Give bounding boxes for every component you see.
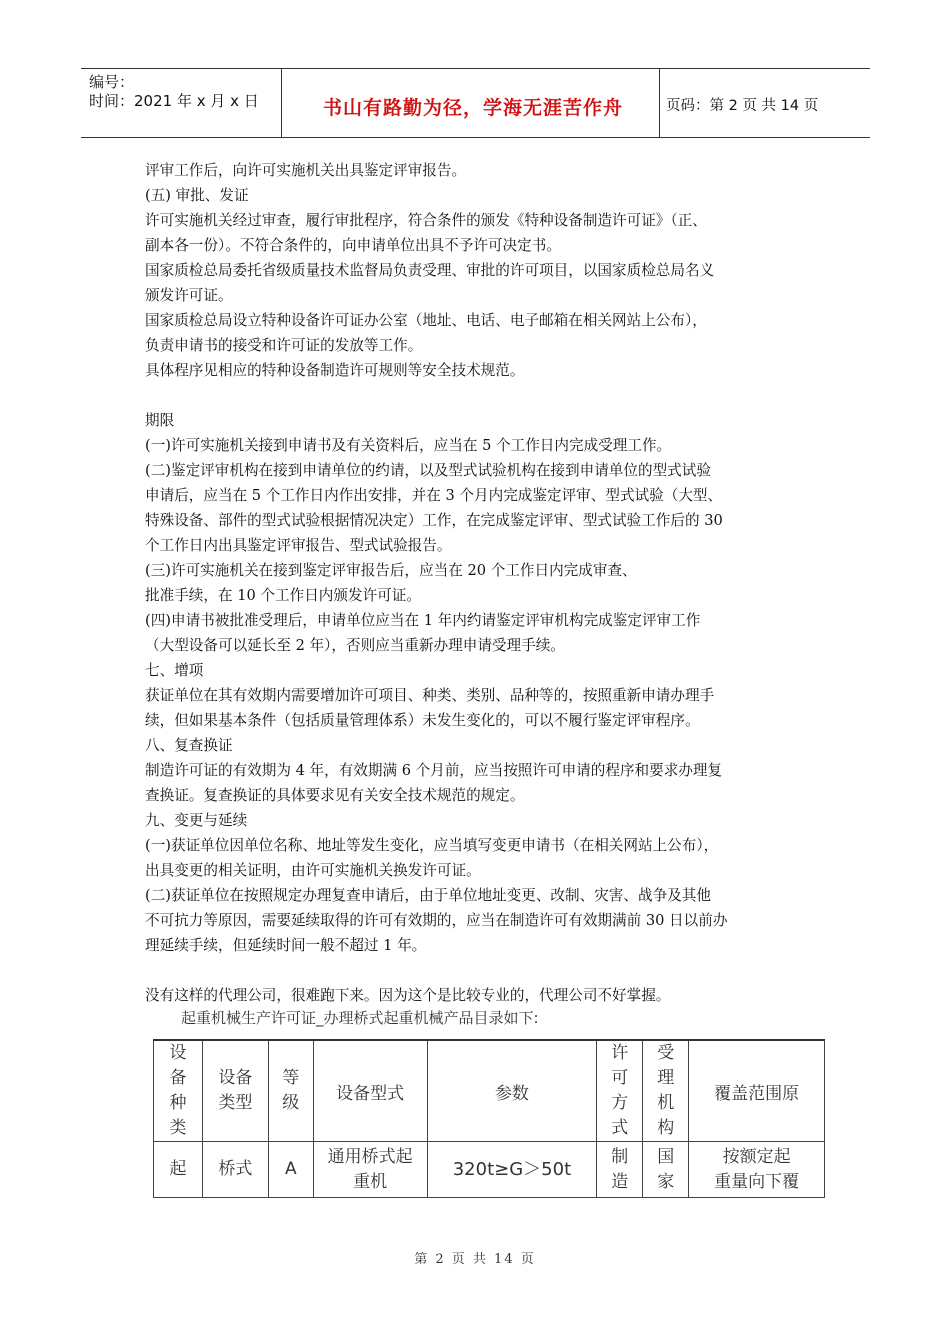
header-grade xyxy=(268,1040,313,1142)
header-text: 受 理 机 构 xyxy=(657,1043,675,1138)
table-caption: 起重机械生产许可证_办理桥式起重机械产品目录如下: xyxy=(181,1009,539,1027)
header-text: 覆盖范围原 xyxy=(714,1083,800,1104)
paragraph-line: 负责申请书的接受和许可证的发放等工作。 xyxy=(145,337,423,354)
cell-parameters xyxy=(427,1142,597,1198)
cell-text: 国 家 xyxy=(657,1146,675,1192)
cell-type xyxy=(202,1142,268,1198)
paragraph-line: (三)许可实施机关在接到鉴定评审报告后，应当在 20 个工作日内完成审查、 xyxy=(145,562,637,579)
time-label: 时间：2021 年 x 月 x 日 xyxy=(89,92,259,110)
header-parameters xyxy=(427,1040,597,1142)
paragraph-line: 不可抗力等原因，需要延续取得的许可有效期的，应当在制造许可有效期满前 30 日以前办 xyxy=(145,912,728,929)
cell-coverage xyxy=(689,1142,825,1198)
paragraph-line: (四)申请书被批准受理后，申请单位应当在 1 年内约请鉴定评审机构完成鉴定评审工作 xyxy=(145,612,701,629)
header-meta xyxy=(89,73,259,111)
product-catalog-table xyxy=(153,1039,825,1198)
table-header-row xyxy=(154,1040,825,1142)
header-divider xyxy=(659,69,660,137)
paragraph-line: (二)鉴定评审机构在接到申请单位的约请，以及型式试验机构在接到申请单位的型式试验 xyxy=(145,462,711,479)
paragraph-line: 国家质检总局委托省级质量技术监督局负责受理、审批的许可项目，以国家质检总局名义 xyxy=(145,262,715,279)
paragraph-line: 七、增项 xyxy=(145,662,204,679)
cell-kind xyxy=(154,1142,203,1198)
paragraph-line: （大型设备可以延长至 2 年），否则应当重新办理申请受理手续。 xyxy=(145,637,565,654)
header-equipment-type xyxy=(202,1040,268,1142)
paragraph-line: 特殊设备、部件的型式试验根据情况决定）工作，在完成鉴定评审、型式试验工作后的 30 xyxy=(145,512,723,529)
document-body xyxy=(145,158,805,1008)
header-coverage xyxy=(689,1040,825,1142)
header-text: 设备型式 xyxy=(336,1083,405,1104)
table-row xyxy=(154,1142,825,1198)
cell-form xyxy=(313,1142,427,1198)
cell-text: A xyxy=(284,1159,297,1179)
header-text: 设备 类型 xyxy=(218,1068,253,1113)
paragraph-line: 颁发许可证。 xyxy=(145,287,233,304)
header-divider xyxy=(281,69,282,137)
cell-text: 通用桥式起 重机 xyxy=(327,1146,413,1192)
cell-text: 按额定起 重量向下覆 xyxy=(714,1146,800,1192)
cell-text: 制 造 xyxy=(611,1146,629,1192)
header-text: 设 备 种 类 xyxy=(169,1043,187,1138)
cell-authority xyxy=(643,1142,689,1198)
cell-text: 桥式 xyxy=(218,1159,253,1179)
blank-line xyxy=(145,383,805,408)
cell-text: 起 xyxy=(169,1159,187,1179)
header-page-label: 页码：第 2 页 共 14 页 xyxy=(666,98,819,114)
paragraph-line: 出具变更的相关证明，由许可实施机关换发许可证。 xyxy=(145,862,481,879)
document-header xyxy=(81,68,870,138)
paragraph-line: 评审工作后，向许可实施机关出具鉴定评审报告。 xyxy=(145,162,467,179)
paragraph-line: 九、变更与延续 xyxy=(145,812,248,829)
header-equipment-form xyxy=(313,1040,427,1142)
header-authority xyxy=(643,1040,689,1142)
code-label: 编号： xyxy=(89,73,135,91)
paragraph-line: (五) 审批、发证 xyxy=(145,187,249,204)
paragraph-line: 期限 xyxy=(145,412,175,429)
header-motto: 书山有路勤为径，学海无涯苦作舟 xyxy=(322,97,623,119)
page-footer: 第 2 页 共 14 页 xyxy=(414,1252,536,1267)
paragraph-line: (一)许可实施机关接到申请书及有关资料后，应当在 5 个工作日内完成受理工作。 xyxy=(145,437,672,454)
paragraph-line: (二)获证单位在按照规定办理复查申请后，由于单位地址变更、改制、灾害、战争及其他 xyxy=(145,887,711,904)
paragraph-line: 申请后，应当在 5 个工作日内作出安排，并在 3 个月内完成鉴定评审、型式试验（大型、 xyxy=(145,487,723,504)
paragraph-line: 查换证。复查换证的具体要求见有关安全技术规范的规定。 xyxy=(145,787,525,804)
cell-license-mode xyxy=(597,1142,643,1198)
blank-line xyxy=(145,958,805,983)
paragraph-line: 批准手续，在 10 个工作日内颁发许可证。 xyxy=(145,587,421,604)
paragraph-line: 国家质检总局设立特种设备许可证办公室（地址、电话、电子邮箱在相关网站上公布）， xyxy=(145,312,707,329)
paragraph-line: 理延续手续，但延续时间一般不超过 1 年。 xyxy=(145,937,427,954)
paragraph-line: 获证单位在其有效期内需要增加许可项目、种类、类别、品种等的，按照重新申请办理手 xyxy=(145,687,715,704)
paragraph-line: 续，但如果基本条件（包括质量管理体系）未发生变化的，可以不履行鉴定评审程序。 xyxy=(145,712,700,729)
header-equipment-kind xyxy=(154,1040,203,1142)
header-text: 等 级 xyxy=(282,1068,300,1113)
paragraph-line: 具体程序见相应的特种设备制造许可规则等安全技术规范。 xyxy=(145,362,525,379)
paragraph-line: 八、复查换证 xyxy=(145,737,233,754)
header-text: 参数 xyxy=(494,1083,529,1104)
paragraph-line: 副本各一份）。不符合条件的，向申请单位出具不予许可决定书。 xyxy=(145,237,561,254)
cell-text: 320t≥G＞50t xyxy=(452,1159,572,1180)
paragraph-line: 制造许可证的有效期为 4 年，有效期满 6 个月前，应当按照许可申请的程序和要求办理复 xyxy=(145,762,723,779)
header-license-mode xyxy=(597,1040,643,1142)
cell-grade xyxy=(268,1142,313,1198)
paragraph-line: 个工作日内出具鉴定评审报告、型式试验报告。 xyxy=(145,537,452,554)
header-text: 许 可 方 式 xyxy=(611,1043,629,1138)
paragraph-line: 没有这样的代理公司，很难跑下来。因为这个是比较专业的，代理公司不好掌握。 xyxy=(145,987,671,1004)
paragraph-line: 许可实施机关经过审查，履行审批程序，符合条件的颁发《特种设备制造许可证》（正、 xyxy=(145,212,707,229)
paragraph-line: (一)获证单位因单位名称、地址等发生变化，应当填写变更申请书（在相关网站上公布）， xyxy=(145,837,719,854)
